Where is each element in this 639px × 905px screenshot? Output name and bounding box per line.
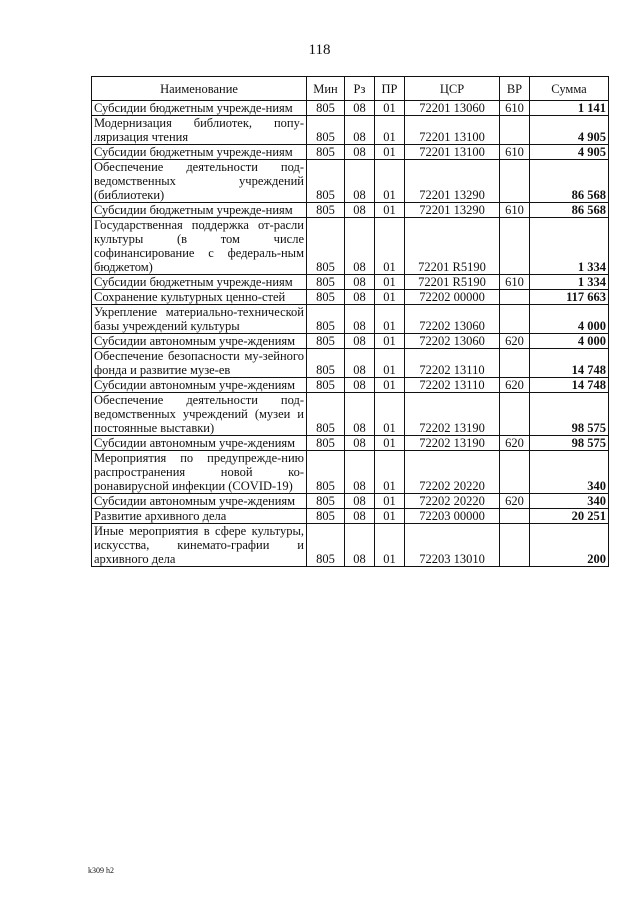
cell-sum: 86 568 [530,160,609,203]
cell-name: Субсидии автономным учре-ждениям [92,494,307,509]
header-sum: Сумма [530,77,609,101]
table-row [92,305,609,334]
cell-vr [500,393,530,436]
cell-pr: 01 [375,509,405,524]
cell-min: 805 [307,509,345,524]
cell-rz: 08 [345,305,375,334]
header-csr: ЦСР [405,77,500,101]
cell-min: 805 [307,275,345,290]
cell-min: 805 [307,116,345,145]
cell-rz: 08 [345,334,375,349]
cell-csr: 72203 00000 [405,509,500,524]
header-pr: ПР [375,77,405,101]
cell-pr: 01 [375,393,405,436]
cell-name: Обеспечение безопасности му-зейного фонда и развитие музе-ев [92,349,307,378]
cell-name: Обеспечение деятельности под-ведомственных учреждений (музеи и постоянные выставки) [92,393,307,436]
cell-min: 805 [307,451,345,494]
table-row [92,378,609,393]
budget-table [91,76,609,567]
header-name: Наименование [92,77,307,101]
cell-pr: 01 [375,160,405,203]
cell-min: 805 [307,160,345,203]
cell-min: 805 [307,145,345,160]
table-header-row [92,77,609,101]
cell-vr [500,349,530,378]
cell-name: Субсидии автономным учре-ждениям [92,378,307,393]
cell-csr: 72202 20220 [405,494,500,509]
cell-rz: 08 [345,378,375,393]
cell-rz: 08 [345,509,375,524]
cell-min: 805 [307,494,345,509]
table-row [92,349,609,378]
cell-sum: 4 905 [530,116,609,145]
header-min: Мин [307,77,345,101]
cell-name: Иные мероприятия в сфере культуры, искусства, кинемато-графии и архивного дела [92,524,307,567]
cell-rz: 08 [345,494,375,509]
cell-pr: 01 [375,145,405,160]
cell-csr: 72202 13190 [405,393,500,436]
cell-sum: 98 575 [530,436,609,451]
cell-csr: 72201 13100 [405,145,500,160]
cell-vr [500,116,530,145]
table-row [92,334,609,349]
cell-pr: 01 [375,451,405,494]
table-row [92,393,609,436]
cell-rz: 08 [345,451,375,494]
table-row [92,116,609,145]
cell-pr: 01 [375,436,405,451]
cell-name: Субсидии автономным учре-ждениям [92,436,307,451]
cell-sum: 20 251 [530,509,609,524]
cell-sum: 4 000 [530,334,609,349]
cell-name: Сохранение культурных ценно-стей [92,290,307,305]
cell-pr: 01 [375,524,405,567]
table-row [92,203,609,218]
cell-pr: 01 [375,218,405,275]
cell-vr: 620 [500,436,530,451]
footer-code: k309 h2 [88,866,114,875]
header-rz: Рз [345,77,375,101]
cell-sum: 14 748 [530,349,609,378]
cell-rz: 08 [345,116,375,145]
cell-min: 805 [307,436,345,451]
table-row [92,451,609,494]
cell-vr: 620 [500,334,530,349]
cell-vr: 610 [500,203,530,218]
cell-name: Модернизация библиотек, попу-ляризация чтения [92,116,307,145]
page-number: 118 [308,42,331,58]
cell-sum: 4 000 [530,305,609,334]
cell-min: 805 [307,378,345,393]
cell-name: Субсидии бюджетным учрежде-ниям [92,145,307,160]
cell-rz: 08 [345,524,375,567]
cell-name: Мероприятия по предупрежде-нию распространения новой ко-ронавирусной инфекции (COVID-19) [92,451,307,494]
cell-csr: 72202 13110 [405,378,500,393]
cell-name: Субсидии автономным учре-ждениям [92,334,307,349]
cell-vr: 610 [500,275,530,290]
cell-sum: 340 [530,451,609,494]
cell-min: 805 [307,290,345,305]
cell-vr: 620 [500,494,530,509]
table-row [92,145,609,160]
cell-sum: 340 [530,494,609,509]
cell-sum: 98 575 [530,393,609,436]
cell-name: Субсидии бюджетным учрежде-ниям [92,275,307,290]
cell-vr [500,218,530,275]
cell-rz: 08 [345,218,375,275]
cell-vr [500,305,530,334]
cell-csr: 72202 13060 [405,334,500,349]
cell-pr: 01 [375,290,405,305]
cell-csr: 72201 13290 [405,203,500,218]
cell-sum: 117 663 [530,290,609,305]
cell-vr [500,290,530,305]
cell-sum: 86 568 [530,203,609,218]
cell-name: Государственная поддержка от-расли культуры (в том числе софинансирование с федераль-ным бюджетом) [92,218,307,275]
cell-vr [500,160,530,203]
table-row [92,218,609,275]
table-row [92,160,609,203]
cell-vr: 610 [500,101,530,116]
cell-rz: 08 [345,349,375,378]
table-row [92,436,609,451]
cell-min: 805 [307,203,345,218]
cell-csr: 72201 13060 [405,101,500,116]
cell-vr: 620 [500,378,530,393]
table-row [92,509,609,524]
table-row [92,494,609,509]
cell-rz: 08 [345,393,375,436]
cell-min: 805 [307,349,345,378]
cell-vr: 610 [500,145,530,160]
cell-min: 805 [307,218,345,275]
cell-csr: 72202 13190 [405,436,500,451]
cell-min: 805 [307,334,345,349]
cell-rz: 08 [345,203,375,218]
cell-min: 805 [307,101,345,116]
cell-rz: 08 [345,275,375,290]
cell-name: Укрепление материально-технической базы учреждений культуры [92,305,307,334]
cell-vr [500,524,530,567]
header-vr: ВР [500,77,530,101]
cell-min: 805 [307,305,345,334]
cell-pr: 01 [375,101,405,116]
cell-csr: 72201 R5190 [405,218,500,275]
cell-rz: 08 [345,145,375,160]
cell-pr: 01 [375,334,405,349]
cell-csr: 72202 13110 [405,349,500,378]
cell-sum: 200 [530,524,609,567]
cell-pr: 01 [375,203,405,218]
cell-vr [500,509,530,524]
cell-pr: 01 [375,116,405,145]
cell-csr: 72202 20220 [405,451,500,494]
table-row [92,101,609,116]
cell-min: 805 [307,524,345,567]
cell-sum: 1 141 [530,101,609,116]
cell-sum: 14 748 [530,378,609,393]
cell-pr: 01 [375,378,405,393]
cell-csr: 72201 R5190 [405,275,500,290]
cell-pr: 01 [375,349,405,378]
cell-name: Субсидии бюджетным учрежде-ниям [92,101,307,116]
cell-csr: 72202 00000 [405,290,500,305]
cell-min: 805 [307,393,345,436]
cell-pr: 01 [375,275,405,290]
cell-vr [500,451,530,494]
cell-rz: 08 [345,101,375,116]
cell-csr: 72201 13100 [405,116,500,145]
cell-rz: 08 [345,160,375,203]
table-row [92,524,609,567]
cell-sum: 1 334 [530,275,609,290]
cell-csr: 72203 13010 [405,524,500,567]
cell-rz: 08 [345,436,375,451]
cell-name: Субсидии бюджетным учрежде-ниям [92,203,307,218]
cell-csr: 72202 13060 [405,305,500,334]
cell-name: Развитие архивного дела [92,509,307,524]
cell-rz: 08 [345,290,375,305]
cell-pr: 01 [375,305,405,334]
cell-csr: 72201 13290 [405,160,500,203]
cell-name: Обеспечение деятельности под-ведомственных учреждений (библиотеки) [92,160,307,203]
cell-pr: 01 [375,494,405,509]
table-row [92,290,609,305]
cell-sum: 1 334 [530,218,609,275]
table-row [92,275,609,290]
cell-sum: 4 905 [530,145,609,160]
